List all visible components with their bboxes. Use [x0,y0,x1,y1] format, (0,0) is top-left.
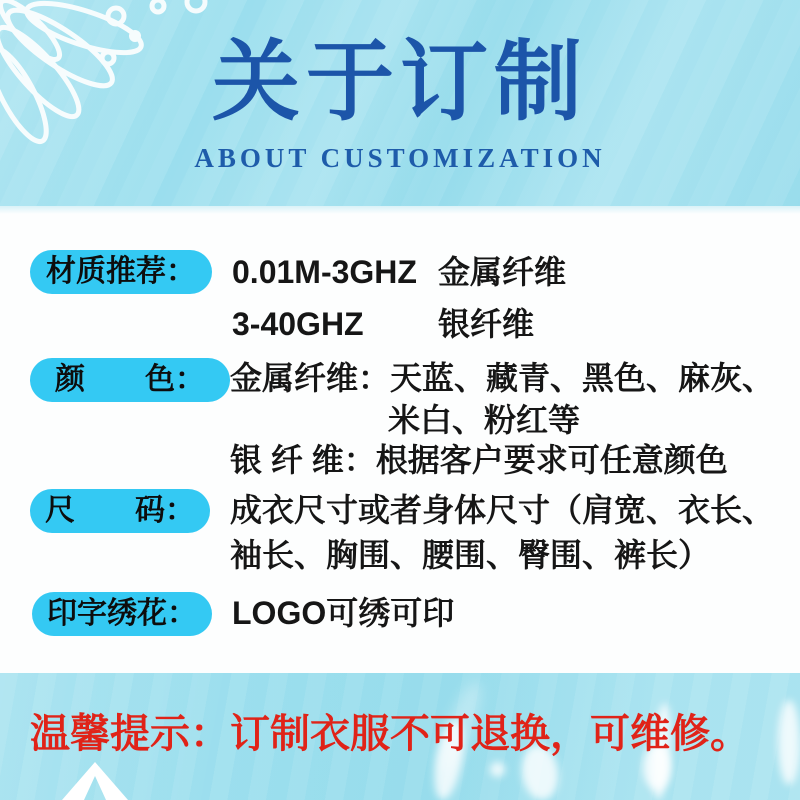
color-metal-fiber-line1: 金属纤维：天蓝、藏青、黑色、麻灰、 [230,360,775,396]
color-section-label: 颜 色： [30,358,230,402]
color-metal-fiber-line2: 米白、粉红等 [388,402,581,438]
size-section-label: 尺 码： [30,489,210,533]
size-description-line2: 袖长、胸围、腰围、臀围、裤长） [230,537,711,573]
material-row1-fiber-type: 金属纤维 [438,254,567,290]
print-section-label: 印字绣花： [32,592,212,636]
chevron-up-icon [0,673,800,800]
header-banner [0,0,800,206]
size-description-line1: 成衣尺寸或者身体尺寸（肩宽、衣长、 [230,492,775,528]
material-row2-fiber-type: 银纤维 [438,306,535,342]
material-section-label: 材质推荐： [30,250,212,294]
color-silver-fiber-line: 银 纤 维：根据客户要求可任意颜色 [230,442,728,478]
page-title: 关于订制 [211,35,588,132]
warm-reminder-notice: 温馨提示：订制衣服不可退换，可维修。 [30,712,750,756]
material-row1-frequency-range: 0.01M-3GHZ [232,254,417,290]
footer-banner [0,673,800,800]
page-subtitle: ABOUT CUSTOMIZATION [194,143,606,173]
print-description-line: LOGO可绣可印 [232,595,455,631]
material-row2-frequency-range: 3-40GHZ [232,306,364,342]
